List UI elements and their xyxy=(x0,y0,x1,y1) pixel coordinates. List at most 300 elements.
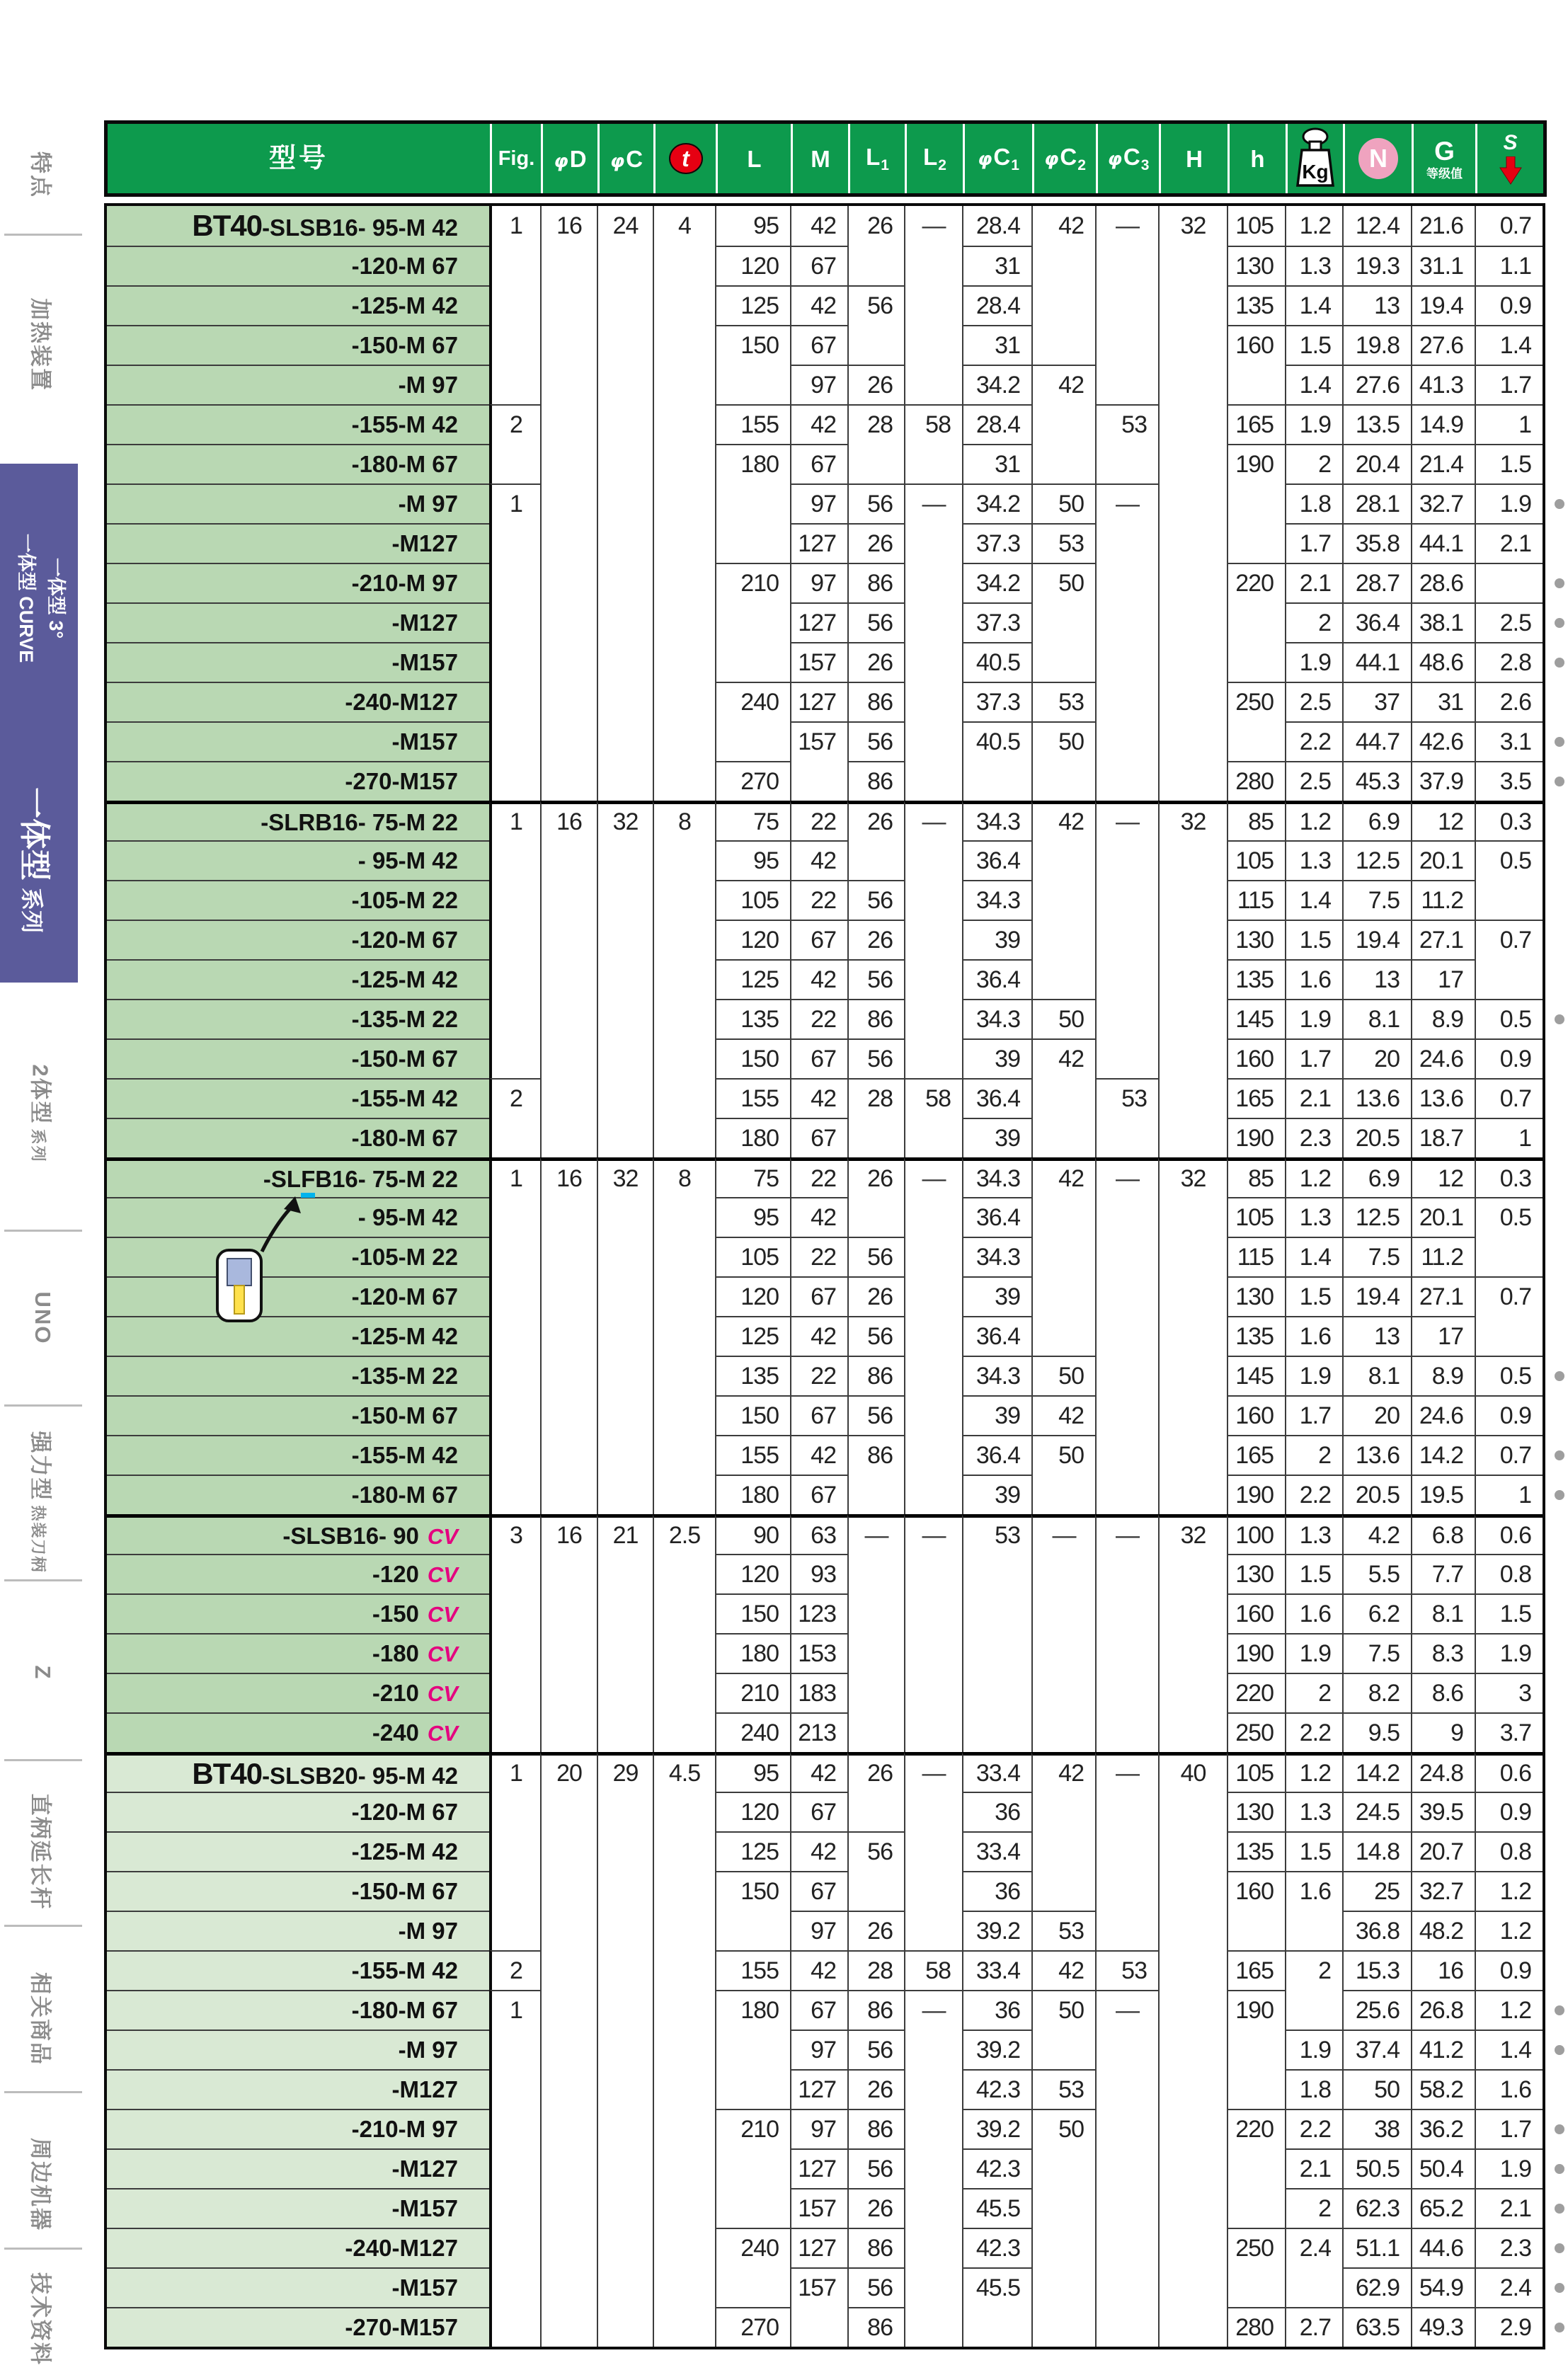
cell-C1 xyxy=(962,1554,1031,1593)
cell-d xyxy=(540,840,597,880)
model-cell: -180-M 67 xyxy=(107,444,489,483)
cell-d xyxy=(540,325,597,365)
cell-h xyxy=(1227,2267,1285,2307)
cell-G: 31 xyxy=(1411,682,1475,721)
cell-L2 xyxy=(904,325,962,365)
cell-L1: 56 xyxy=(847,1038,904,1078)
cell-C2 xyxy=(1031,1593,1095,1633)
cell-G: 27.6 xyxy=(1411,325,1475,365)
cell-c xyxy=(597,365,653,404)
cell-C3 xyxy=(1095,1475,1158,1514)
cv-badge: CV xyxy=(427,1681,458,1706)
cell-G: 11.2 xyxy=(1411,1237,1475,1276)
cell-h: 280 xyxy=(1227,2307,1285,2347)
table-row xyxy=(107,1871,1543,1911)
cell-t xyxy=(653,404,715,444)
cell-C3 xyxy=(1095,642,1158,682)
cell-L: 210 xyxy=(715,563,790,602)
table-row xyxy=(107,1038,1543,1078)
cell-C1: 39.2 xyxy=(962,1911,1031,1950)
cell-G: 37.9 xyxy=(1411,761,1475,801)
cell-L: 150 xyxy=(715,1871,790,1911)
svg-text:Kg: Kg xyxy=(1302,161,1329,183)
cell-fig xyxy=(489,2069,540,2109)
cell-C1 xyxy=(962,1593,1031,1633)
cell-M: 67 xyxy=(790,1118,847,1157)
cell-C1: 40.5 xyxy=(962,642,1031,682)
cell-t xyxy=(653,1831,715,1871)
cell-c xyxy=(597,1237,653,1276)
cell-C2: 50 xyxy=(1031,721,1095,761)
cell-L1: 56 xyxy=(847,483,904,523)
cell-t xyxy=(653,2069,715,2109)
cell-kg: 1.3 xyxy=(1285,840,1342,880)
cell-C2 xyxy=(1031,2228,1095,2267)
cell-t: 8 xyxy=(653,801,715,840)
cell-G: 28.6 xyxy=(1411,563,1475,602)
cell-S: 0.5 xyxy=(1475,840,1543,880)
model-cell: -SLSB16- 90 CV xyxy=(107,1514,489,1554)
cell-C2: 50 xyxy=(1031,1990,1095,2030)
cell-kg: 1.6 xyxy=(1285,1316,1342,1356)
cell-d xyxy=(540,1792,597,1831)
cell-M: 97 xyxy=(790,1911,847,1950)
cell-kg: 1.2 xyxy=(1285,801,1342,840)
cell-M: 127 xyxy=(790,2228,847,2267)
model-cell: -125-M 42 xyxy=(107,959,489,999)
sidebar-item-z: Z xyxy=(30,1665,55,1681)
cell-C1: 34.2 xyxy=(962,483,1031,523)
cell-N: 4.2 xyxy=(1342,1514,1411,1554)
cell-L: 150 xyxy=(715,325,790,365)
cell-S: 1.9 xyxy=(1475,483,1543,523)
cell-S: 1 xyxy=(1475,1475,1543,1514)
cell-S: 0.6 xyxy=(1475,1514,1543,1554)
cell-c: 32 xyxy=(597,801,653,840)
cell-h: 250 xyxy=(1227,682,1285,721)
cell-L1: 86 xyxy=(847,999,904,1038)
cell-d xyxy=(540,1237,597,1276)
cell-L xyxy=(715,721,790,761)
cell-C3 xyxy=(1095,2307,1158,2347)
cell-t: 8 xyxy=(653,1157,715,1197)
cell-fig xyxy=(489,2228,540,2267)
cell-c xyxy=(597,2148,653,2188)
cell-C1: 36.4 xyxy=(962,1316,1031,1356)
cell-C1: 39 xyxy=(962,920,1031,959)
cell-N: 8.1 xyxy=(1342,999,1411,1038)
cell-L: 120 xyxy=(715,920,790,959)
sidebar-item-uno: UNO xyxy=(30,1291,55,1345)
cell-H xyxy=(1158,1911,1227,1950)
cell-c xyxy=(597,1990,653,2030)
cell-t xyxy=(653,1673,715,1712)
cell-C3 xyxy=(1095,2188,1158,2228)
cell-S xyxy=(1475,1237,1543,1276)
cell-h: 160 xyxy=(1227,1395,1285,1435)
cell-C3: — xyxy=(1095,483,1158,523)
cell-L2 xyxy=(904,365,962,404)
cell-h: 85 xyxy=(1227,1157,1285,1197)
cell-L2: 58 xyxy=(904,1950,962,1990)
cell-G: 8.1 xyxy=(1411,1593,1475,1633)
table-row xyxy=(107,365,1543,404)
cell-fig xyxy=(489,602,540,642)
cell-L2 xyxy=(904,1831,962,1871)
cell-c xyxy=(597,1038,653,1078)
cell-H xyxy=(1158,920,1227,959)
cell-N: 19.3 xyxy=(1342,246,1411,285)
spec-table-body xyxy=(104,203,1545,2349)
cell-H xyxy=(1158,563,1227,602)
cell-G: 41.2 xyxy=(1411,2030,1475,2069)
cell-L2 xyxy=(904,1435,962,1475)
cell-C1 xyxy=(962,1712,1031,1752)
cell-S: 1 xyxy=(1475,404,1543,444)
cell-h: 145 xyxy=(1227,999,1285,1038)
cell-h: 160 xyxy=(1227,1593,1285,1633)
cell-S: 0.7 xyxy=(1475,1435,1543,1475)
cell-kg: 1.9 xyxy=(1285,1633,1342,1673)
cell-L1: 28 xyxy=(847,1078,904,1118)
cell-H xyxy=(1158,2069,1227,2109)
table-row xyxy=(107,959,1543,999)
cell-d xyxy=(540,2307,597,2347)
cell-c xyxy=(597,721,653,761)
model-cell: -155-M 42 xyxy=(107,1435,489,1475)
cell-fig xyxy=(489,1435,540,1475)
model-cell: -M127 xyxy=(107,523,489,563)
cell-C2 xyxy=(1031,1673,1095,1712)
cell-N: 20 xyxy=(1342,1395,1411,1435)
cell-C1: 28.4 xyxy=(962,404,1031,444)
cell-h: 220 xyxy=(1227,1673,1285,1712)
cell-M: 67 xyxy=(790,444,847,483)
cell-N: 13 xyxy=(1342,285,1411,325)
cell-h: 135 xyxy=(1227,285,1285,325)
cell-kg: 2.5 xyxy=(1285,761,1342,801)
sidebar-item-monoblock-highlight xyxy=(0,464,78,983)
cell-C1: 34.3 xyxy=(962,999,1031,1038)
cell-S: 0.9 xyxy=(1475,1950,1543,1990)
cell-S: 0.7 xyxy=(1475,1276,1543,1316)
cell-L1 xyxy=(847,1673,904,1712)
cell-L1: 26 xyxy=(847,920,904,959)
cell-kg: 2.2 xyxy=(1285,721,1342,761)
table-row xyxy=(107,1593,1543,1633)
cell-L1: 86 xyxy=(847,761,904,801)
cell-C2 xyxy=(1031,2188,1095,2228)
cell-S: 2.3 xyxy=(1475,2228,1543,2267)
cell-kg: 1.8 xyxy=(1285,2069,1342,2109)
cell-L xyxy=(715,2267,790,2307)
sidebar-item-powerful-type: 强力型热装刀柄 xyxy=(28,1431,53,1574)
table-row xyxy=(107,1395,1543,1435)
cell-L2 xyxy=(904,1197,962,1237)
cell-M: 157 xyxy=(790,721,847,761)
cv-badge: CV xyxy=(427,1523,458,1549)
cell-C1 xyxy=(962,761,1031,801)
cell-H xyxy=(1158,1078,1227,1118)
cell-C3 xyxy=(1095,1712,1158,1752)
cell-c xyxy=(597,2188,653,2228)
cv-badge: CV xyxy=(427,1721,458,1746)
cell-kg: 2 xyxy=(1285,1435,1342,1475)
cell-M xyxy=(790,2307,847,2347)
cell-h: 165 xyxy=(1227,1078,1285,1118)
cell-N: 7.5 xyxy=(1342,880,1411,920)
cell-M: 123 xyxy=(790,1593,847,1633)
table-row xyxy=(107,1157,1543,1197)
cell-L1: 26 xyxy=(847,2188,904,2228)
cell-t xyxy=(653,682,715,721)
cell-C2: — xyxy=(1031,1514,1095,1554)
sidebar-item-2piece-series: 2体型系列 xyxy=(28,1064,53,1163)
cell-M: 213 xyxy=(790,1712,847,1752)
model-cell: -240-M127 xyxy=(107,2228,489,2267)
cell-kg: 2.2 xyxy=(1285,1712,1342,1752)
cell-H xyxy=(1158,365,1227,404)
cell-C2: 42 xyxy=(1031,1157,1095,1197)
cell-t xyxy=(653,1633,715,1673)
cell-d xyxy=(540,1276,597,1316)
cell-L2 xyxy=(904,2188,962,2228)
cell-C1: 42.3 xyxy=(962,2148,1031,2188)
col-header-N xyxy=(1343,124,1412,193)
cell-kg: 1.9 xyxy=(1285,1356,1342,1395)
cell-C3 xyxy=(1095,1237,1158,1276)
cell-d xyxy=(540,1395,597,1435)
model-cell: -M157 xyxy=(107,642,489,682)
cell-t xyxy=(653,920,715,959)
cell-L2 xyxy=(904,1118,962,1157)
table-row xyxy=(107,206,1543,246)
cell-t xyxy=(653,1078,715,1118)
cell-t xyxy=(653,1554,715,1593)
cell-M: 42 xyxy=(790,404,847,444)
cell-C2 xyxy=(1031,1554,1095,1593)
cell-L2 xyxy=(904,2307,962,2347)
cell-N: 12.5 xyxy=(1342,840,1411,880)
cell-M: 42 xyxy=(790,1950,847,1990)
cell-h: 220 xyxy=(1227,563,1285,602)
cv-badge: CV xyxy=(427,1602,458,1627)
table-row xyxy=(107,325,1543,365)
table-row xyxy=(107,1554,1543,1593)
cell-c xyxy=(597,404,653,444)
cell-t xyxy=(653,1435,715,1475)
cell-c: 29 xyxy=(597,1752,653,1792)
table-row xyxy=(107,2267,1543,2307)
model-cell: - 95-M 42 xyxy=(107,1197,489,1237)
sidebar-divider xyxy=(4,234,82,236)
cell-N: 44.1 xyxy=(1342,642,1411,682)
cell-c xyxy=(597,2109,653,2148)
cell-L2 xyxy=(904,642,962,682)
cell-H xyxy=(1158,642,1227,682)
cell-S: 1.7 xyxy=(1475,365,1543,404)
cell-L1 xyxy=(847,1871,904,1911)
cell-L1: 26 xyxy=(847,1752,904,1792)
model-cell: -M 97 xyxy=(107,365,489,404)
cell-kg: 2.7 xyxy=(1285,2307,1342,2347)
cell-C1: 39 xyxy=(962,1276,1031,1316)
cell-N: 24.5 xyxy=(1342,1792,1411,1831)
cell-C1: 37.3 xyxy=(962,602,1031,642)
cell-G: 18.7 xyxy=(1411,1118,1475,1157)
cell-C2 xyxy=(1031,1633,1095,1673)
cell-L2 xyxy=(904,2109,962,2148)
cell-L2 xyxy=(904,999,962,1038)
model-cell: -180-M 67 xyxy=(107,1118,489,1157)
cell-fig xyxy=(489,1316,540,1356)
cell-M: 67 xyxy=(790,325,847,365)
cell-C2 xyxy=(1031,444,1095,483)
model-cell: -SLFB16- 75-M 22 xyxy=(107,1157,489,1197)
cell-L: 105 xyxy=(715,880,790,920)
cell-S xyxy=(1475,1316,1543,1356)
cell-C3 xyxy=(1095,2267,1158,2307)
cell-H xyxy=(1158,840,1227,880)
cell-G: 11.2 xyxy=(1411,880,1475,920)
cell-L2 xyxy=(904,761,962,801)
cell-N: 63.5 xyxy=(1342,2307,1411,2347)
table-row xyxy=(107,880,1543,920)
table-row xyxy=(107,1673,1543,1712)
cell-fig xyxy=(489,365,540,404)
cell-L: 120 xyxy=(715,246,790,285)
cell-kg: 1.6 xyxy=(1285,1593,1342,1633)
cell-N: 13.6 xyxy=(1342,1078,1411,1118)
cell-L1: 26 xyxy=(847,523,904,563)
cell-L1: 56 xyxy=(847,2267,904,2307)
cell-L1 xyxy=(847,1475,904,1514)
cell-fig xyxy=(489,959,540,999)
cell-L: 155 xyxy=(715,404,790,444)
cell-h: 220 xyxy=(1227,2109,1285,2148)
cell-kg: 2 xyxy=(1285,1950,1342,1990)
model-cell: -150-M 67 xyxy=(107,1038,489,1078)
cell-S: 3.7 xyxy=(1475,1712,1543,1752)
cell-M: 42 xyxy=(790,1197,847,1237)
sidebar-divider xyxy=(4,2248,82,2250)
cell-S: 1.5 xyxy=(1475,444,1543,483)
cell-L2 xyxy=(904,880,962,920)
cell-H xyxy=(1158,1831,1227,1871)
cell-d xyxy=(540,404,597,444)
cell-M: 22 xyxy=(790,1157,847,1197)
cell-L1: 86 xyxy=(847,2307,904,2347)
cell-c xyxy=(597,2228,653,2267)
cell-H xyxy=(1158,444,1227,483)
cell-fig xyxy=(489,2148,540,2188)
cell-d xyxy=(540,1554,597,1593)
cell-M: 42 xyxy=(790,206,847,246)
cell-L1 xyxy=(847,1197,904,1237)
cell-M: 42 xyxy=(790,1078,847,1118)
cell-C2 xyxy=(1031,2148,1095,2188)
model-cell: -180-M 67 xyxy=(107,1990,489,2030)
cell-kg: 1.7 xyxy=(1285,1038,1342,1078)
cell-C2: 50 xyxy=(1031,563,1095,602)
cell-kg: 1.9 xyxy=(1285,404,1342,444)
cell-H xyxy=(1158,1633,1227,1673)
cell-H xyxy=(1158,999,1227,1038)
model-cell: -180-M 67 xyxy=(107,1475,489,1514)
cell-C2 xyxy=(1031,1712,1095,1752)
cell-fig xyxy=(489,1633,540,1673)
model-cell: -M157 xyxy=(107,721,489,761)
cell-L2 xyxy=(904,2148,962,2188)
cell-d: 16 xyxy=(540,1157,597,1197)
cell-H xyxy=(1158,1673,1227,1712)
cell-S: 1.6 xyxy=(1475,2069,1543,2109)
cell-H xyxy=(1158,1237,1227,1276)
model-cell: -M127 xyxy=(107,2069,489,2109)
cell-L2: — xyxy=(904,206,962,246)
cell-C1: 28.4 xyxy=(962,206,1031,246)
cell-S: 1.2 xyxy=(1475,1871,1543,1911)
cell-G: 8.9 xyxy=(1411,999,1475,1038)
cell-G: 21.4 xyxy=(1411,444,1475,483)
cell-c xyxy=(597,1118,653,1157)
cell-c xyxy=(597,523,653,563)
cell-C3 xyxy=(1095,2030,1158,2069)
cell-L xyxy=(715,1911,790,1950)
cell-C2: 50 xyxy=(1031,1435,1095,1475)
col-header-H: H xyxy=(1159,124,1227,193)
table-row xyxy=(107,920,1543,959)
model-cell: -SLRB16- 75-M 22 xyxy=(107,801,489,840)
cell-C2 xyxy=(1031,1276,1095,1316)
sidebar-divider xyxy=(4,1759,82,1761)
cell-G: 48.6 xyxy=(1411,642,1475,682)
cell-t xyxy=(653,1276,715,1316)
cell-L2 xyxy=(904,602,962,642)
cell-L: 150 xyxy=(715,1038,790,1078)
cell-C1: 31 xyxy=(962,444,1031,483)
cell-L1: 56 xyxy=(847,285,904,325)
cell-C3 xyxy=(1095,2148,1158,2188)
cell-C3: — xyxy=(1095,1157,1158,1197)
cell-fig xyxy=(489,920,540,959)
cell-c xyxy=(597,285,653,325)
table-row xyxy=(107,1078,1543,1118)
cell-S: 0.5 xyxy=(1475,1356,1543,1395)
cell-C1: 39 xyxy=(962,1395,1031,1435)
cell-M: 67 xyxy=(790,920,847,959)
cell-L: 240 xyxy=(715,1712,790,1752)
cell-L2 xyxy=(904,2069,962,2109)
cell-C1: 36.4 xyxy=(962,840,1031,880)
cell-d xyxy=(540,959,597,999)
cell-kg: 1.9 xyxy=(1285,999,1342,1038)
cell-L1: 28 xyxy=(847,1950,904,1990)
sidebar-divider xyxy=(4,1230,82,1232)
cell-d xyxy=(540,2030,597,2069)
cell-h: 135 xyxy=(1227,1831,1285,1871)
cell-G: 19.4 xyxy=(1411,285,1475,325)
sidebar-divider xyxy=(4,1404,82,1407)
cell-h: 130 xyxy=(1227,1792,1285,1831)
col-header-phiC3: φC3 xyxy=(1096,124,1159,193)
cell-c xyxy=(597,920,653,959)
cell-S: 3.1 xyxy=(1475,721,1543,761)
cell-L: 95 xyxy=(715,840,790,880)
cell-h: 280 xyxy=(1227,761,1285,801)
cell-h: 115 xyxy=(1227,880,1285,920)
cell-c xyxy=(597,761,653,801)
